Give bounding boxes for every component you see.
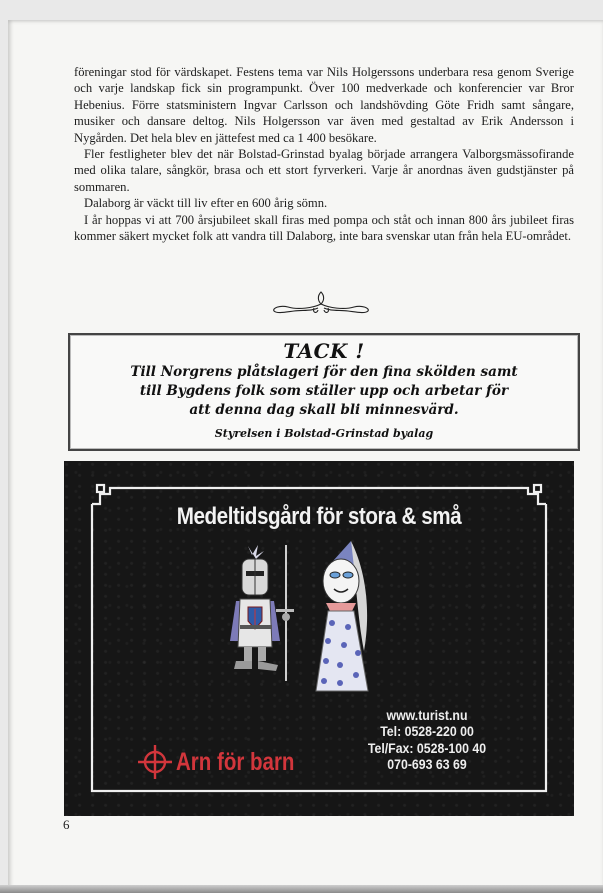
ad-headline: Medeltidsgård för stora & små — [176, 503, 462, 530]
paragraph: I år hoppas vi att 700 årsjubileet skall firas med pompa och ståt och innan 800 års jubileet firas kommer säkert mycket folk att vandra till Dalaborg, inte bara svenskar utan från hela EU-området. — [74, 212, 574, 244]
knight-figure — [230, 545, 294, 681]
brand-logo — [136, 746, 320, 778]
thank-you-line: att denna dag skall bli minnesvärd. — [189, 402, 459, 418]
article-body — [74, 64, 574, 244]
page-bottom-edge — [0, 885, 603, 893]
princess-figure — [316, 541, 368, 691]
thank-you-signature: Styrelsen i Bolstad-Grinstad byalag — [214, 427, 434, 440]
thank-you-title: TACK ! — [283, 339, 365, 363]
thank-you-box — [68, 333, 580, 451]
fax-number: Tel/Fax: 0528-100 40 — [367, 739, 487, 756]
website-link[interactable]: www.turist.nu — [386, 707, 468, 723]
thank-you-line: Till Norgrens plåtslageri för den fina skölden samt — [130, 364, 518, 380]
thank-you-line: till Bygdens folk som ställer upp och arbetar för — [139, 383, 509, 399]
phone-number: Tel: 0528-220 00 — [380, 723, 474, 740]
brand-name: Arn för barn — [176, 747, 295, 776]
flourish-divider-icon — [268, 286, 374, 316]
advertisement — [64, 461, 574, 816]
contact-info — [352, 707, 502, 773]
mobile-number: 070-693 63 69 — [387, 756, 467, 773]
knight-and-princess-illustration — [206, 541, 396, 706]
page-number: 6 — [63, 817, 70, 832]
paragraph: Dalaborg är väckt till liv efter en 600 årig sömn. — [84, 196, 328, 211]
paragraph: Fler festligheter blev det när Bolstad-Grinstad byalag började arrangera Valborgsmässofirande med olika talare, sångkör, brasa och ett stort fyrverkeri. Varje år anordnas även gudstjänster på sommaren. — [74, 147, 574, 194]
crosshair-icon — [136, 743, 174, 781]
paragraph: föreningar stod för värdskapet. Festens tema var Nils Holgerssons underbara resa genom Sverige och varje landskap fick sin programpunkt. Över 100 medverkade och konferencier var Bror Hebenius. Förre statsministern Ingvar Carlsson och landshövding Göte Fridh samt sångare, musiker och dansare deltog. Nils Holgersson var även med gestaltad av Erik Andersson i Nygården. Det hela blev en jättefest med ca 1 400 besökare. — [74, 65, 574, 145]
